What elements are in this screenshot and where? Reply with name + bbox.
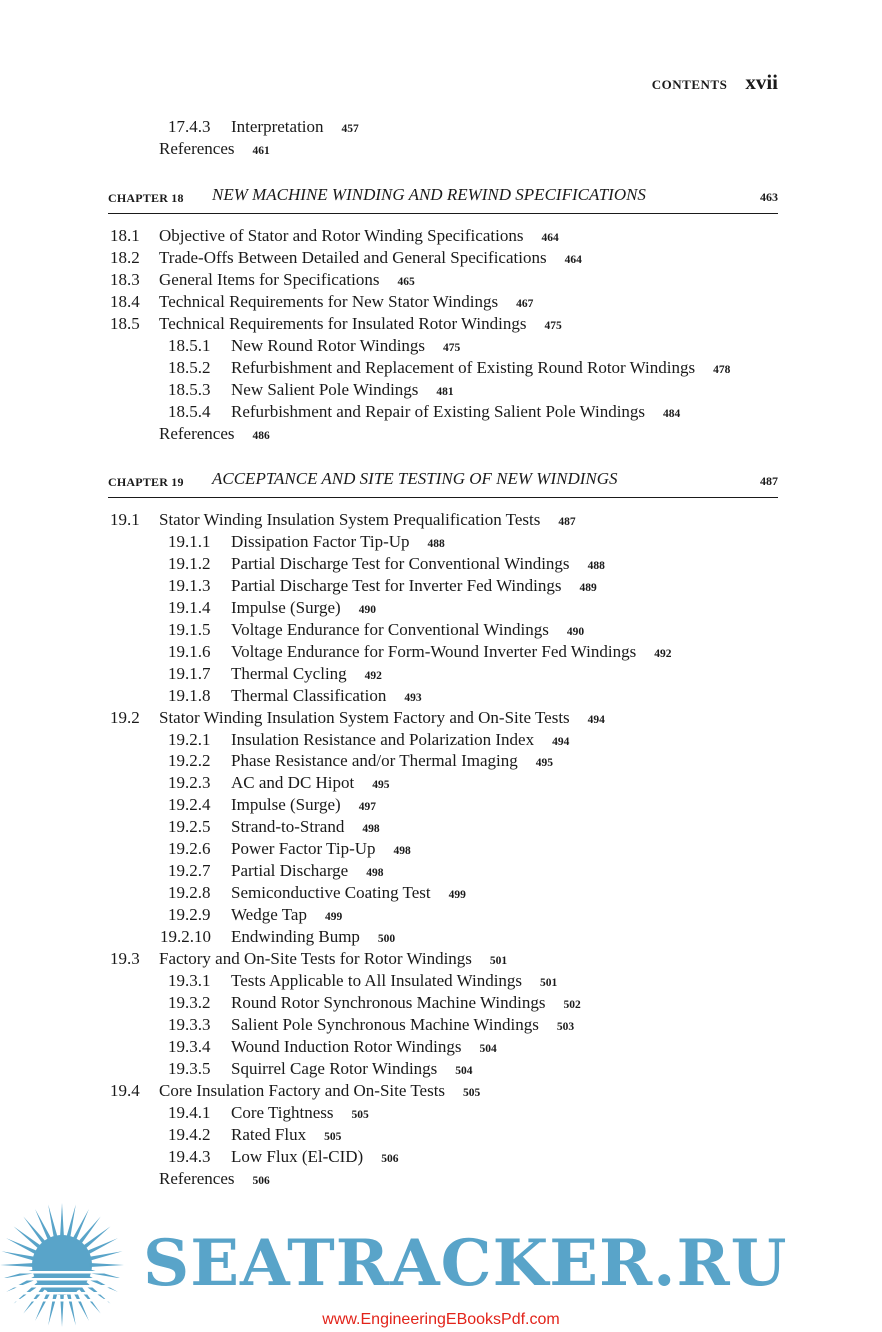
entry-page: 492 [654,647,672,660]
entry-number: 19.1 [110,510,140,529]
entry-title: Factory and On-Site Tests for Rotor Windings [159,949,472,968]
entry-page: 501 [540,976,558,989]
chapter-title: ACCEPTANCE AND SITE TESTING OF NEW WINDINGS [212,469,618,488]
entry-page: 504 [455,1064,473,1077]
entry-title: Round Rotor Synchronous Machine Windings [231,992,546,1012]
chapter-label: CHAPTER 18 [108,191,184,205]
entry-page: 505 [351,1108,369,1121]
references-label: References [159,139,235,158]
entry-number: 19.3.5 [168,1058,211,1078]
entry-title: Core Tightness [231,1102,334,1122]
entry-page: 481 [436,385,454,398]
entry-number: 19.4.3 [168,1146,211,1166]
entry-page: 461 [252,145,270,157]
entry-page: 486 [252,429,270,442]
entry-number: 19.1.7 [168,663,211,683]
entry-page: 505 [463,1086,481,1099]
entry-page: 494 [587,713,605,726]
entry-page: 488 [587,559,605,572]
entry-title: Wedge Tap [231,905,307,925]
entry-title: Wound Induction Rotor Windings [231,1036,462,1056]
entry-number: 18.3 [110,269,140,289]
entry-number: 19.1.8 [168,685,211,705]
entry-title: Technical Requirements for Insulated Rotor Windings [159,313,527,333]
entry-page: 492 [364,669,382,682]
entry-number: 19.3.1 [168,970,211,990]
entry-number: 18.1 [110,226,140,245]
entry-page: 506 [381,1152,399,1165]
entry-page: 505 [324,1130,342,1143]
entry-page: 490 [566,625,585,638]
entry-page: 495 [535,757,553,770]
chapter-page: 487 [760,474,778,488]
entry-number: 18.5.4 [168,401,211,421]
entry-page: 500 [377,933,396,946]
entry-number: 19.4.1 [168,1102,211,1122]
entry-number: 19.3 [110,949,140,968]
entry-title: Interpretation [231,117,324,136]
entry-number: 19.2.6 [168,839,211,859]
entry-title: New Round Rotor Windings [231,335,426,355]
entry-title: Stator Winding Insulation System Factory and On-Site Tests [159,707,570,727]
entry-page: 502 [563,998,581,1011]
entry-number: 18.5.1 [168,335,211,355]
entry-page: 498 [366,867,384,880]
entry-title: Objective of Stator and Rotor Winding Specifications [159,226,524,245]
entry-page: 499 [448,889,466,902]
entry-page: 497 [358,801,376,814]
entry-title: Phase Resistance and/or Thermal Imaging [231,751,518,771]
references-label: References [159,423,235,443]
entry-number: 19.4 [110,1080,140,1100]
entry-number: 19.1.3 [168,575,211,595]
entry-number: 18.4 [110,291,140,311]
entry-number: 19.1.2 [168,553,211,573]
entry-title: Partial Discharge Test for Conventional Windings [231,553,570,573]
entry-number: 19.1.1 [168,531,211,551]
entry-page: 475 [544,319,562,332]
entry-title: Trade-Offs Between Detailed and General Specifications [159,247,547,267]
entry-title: Tests Applicable to All Insulated Windings [231,970,523,990]
entry-number: 19.1.5 [168,619,211,639]
entry-page: 501 [489,955,508,967]
entry-title: Endwinding Bump [231,927,360,947]
entry-page: 495 [372,779,390,792]
entry-title: Voltage Endurance for Form-Wound Inverter Fed Windings [231,641,637,661]
entry-page: 484 [663,407,681,420]
entry-number: 19.1.6 [168,641,211,661]
header-label: CONTENTS [651,77,728,92]
entry-page: 499 [324,911,343,924]
entry-title: Insulation Resistance and Polarization Index [231,729,535,749]
entry-number: 19.3.2 [168,992,211,1012]
chapter-heading[interactable] [108,469,778,498]
entry-page: 464 [564,253,582,266]
entry-page: 498 [393,845,411,858]
entry-number: 19.2.3 [168,773,211,793]
entry-number: 19.2.10 [160,927,211,947]
entry-number: 19.4.2 [168,1124,211,1144]
entry-title: Power Factor Tip-Up [231,839,376,859]
entry-title: Salient Pole Synchronous Machine Windings [231,1014,539,1034]
entry-number: 19.2.5 [168,817,211,837]
entry-page: 494 [552,735,570,748]
chapter-heading[interactable] [108,185,778,214]
references-label: References [159,1168,235,1188]
entry-title: Impulse (Surge) [231,597,341,617]
watermark-url[interactable]: www.EngineeringEBooksPdf.com [322,1311,560,1328]
entry-number: 19.2.7 [168,861,211,881]
header-page-number: xvii [745,70,778,94]
entry-title: Refurbishment and Repair of Existing Salient Pole Windings [231,401,646,421]
entry-page: 506 [252,1174,270,1187]
chapter-label: CHAPTER 19 [108,475,184,489]
entry-title: AC and DC Hipot [231,773,355,793]
entry-title: New Salient Pole Windings [231,379,419,399]
entry-title: Partial Discharge Test for Inverter Fed Windings [231,575,562,595]
entry-number: 17.4.3 [168,117,211,136]
entry-number: 19.2 [110,707,140,727]
entry-page: 467 [516,297,534,310]
running-header [652,70,778,95]
entry-title: Thermal Classification [231,685,387,705]
entry-page: 503 [556,1020,575,1033]
entry-page: 464 [541,232,559,244]
entry-title: Low Flux (El-CID) [231,1146,364,1166]
entry-title: Technical Requirements for New Stator Windings [159,291,499,311]
entry-title: Core Insulation Factory and On-Site Tests [159,1080,446,1100]
entry-page: 457 [341,123,359,135]
entry-number: 18.5.3 [168,379,211,399]
entry-number: 18.5 [110,313,140,333]
entry-page: 488 [427,537,445,550]
entry-title: Semiconductive Coating Test [231,883,431,903]
entry-number: 19.2.1 [168,729,211,749]
entry-number: 19.2.8 [168,883,211,903]
entry-title: General Items for Specifications [159,269,380,289]
watermark-text: SEATRACKER.RU [143,1226,788,1301]
entry-number: 19.2.2 [168,751,211,771]
entry-title: Partial Discharge [231,861,349,881]
entry-title: Thermal Cycling [231,663,347,683]
entry-title: Voltage Endurance for Conventional Windings [231,619,549,639]
chapter-page: 463 [760,190,778,204]
entry-title: Dissipation Factor Tip-Up [231,531,410,551]
entry-number: 19.1.4 [168,597,211,617]
entry-number: 18.2 [110,247,140,267]
entry-title: Refurbishment and Replacement of Existing Round Rotor Windings [231,357,696,377]
entry-title: Stator Winding Insulation System Prequalification Tests [159,510,541,529]
entry-page: 489 [579,581,597,594]
entry-page: 493 [404,691,422,704]
entry-page: 487 [558,516,576,528]
entry-page: 478 [713,363,731,376]
entry-page: 504 [479,1042,497,1055]
entry-number: 19.3.4 [168,1036,211,1056]
entry-number: 19.2.4 [168,795,211,815]
entry-title: Strand-to-Strand [231,817,345,837]
entry-title: Squirrel Cage Rotor Windings [231,1058,438,1078]
entry-number: 19.3.3 [168,1014,211,1034]
chapter-title: NEW MACHINE WINDING AND REWIND SPECIFICATIONS [212,185,646,204]
entry-title: Rated Flux [231,1124,307,1144]
entry-page: 465 [397,275,415,288]
entry-page: 490 [358,603,376,616]
entry-page: 498 [362,823,380,836]
entry-title: Impulse (Surge) [231,795,341,815]
entry-number: 18.5.2 [168,357,211,377]
entry-number: 19.2.9 [168,905,211,925]
entry-page: 475 [443,341,461,354]
